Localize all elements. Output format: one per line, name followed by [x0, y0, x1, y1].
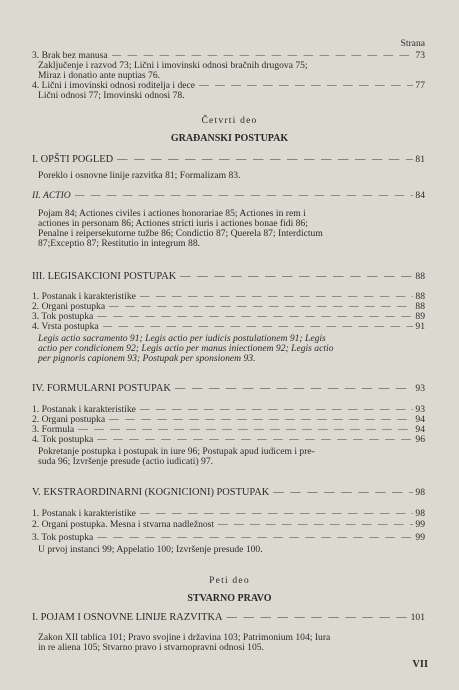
page-number: 94 [415, 414, 425, 425]
page-number: 84 [415, 190, 425, 201]
toc-entry: 2. Organi postupka — — — [32, 302, 417, 312]
toc-subline: actiones in personam 86; Actiones stricti iuris i actiones bonae fidi 86; [38, 218, 308, 229]
strana-label: Strana [400, 38, 425, 49]
toc-section: I. POJAM I OSNOVNE LINIJE RAZVITKA — — — [32, 613, 417, 623]
page-number: 96 [415, 434, 425, 445]
toc-entry: 2. Organi postupka — — — [32, 415, 417, 425]
toc-entry: 1. Postanak i karakteristike — — — [32, 292, 417, 302]
page-number: 73 [415, 50, 425, 61]
page-folio: VII [412, 659, 428, 670]
page-number: 94 [415, 424, 425, 435]
page-number: 81 [415, 154, 425, 165]
part-heading: GRAĐANSKI POSTUPAK [170, 133, 289, 144]
toc-subline: in re aliena 105; Stvarno pravo i stvarnopravni odnosi 105. [38, 642, 264, 653]
page-number: 89 [415, 311, 425, 322]
toc-subline: Pokretanje postupka i postupak in iure 96; Postupak apud iudicem i pre- [38, 446, 315, 457]
toc-subline: 87;Exceptio 87; Restitutio in integrum 88. [38, 238, 201, 249]
toc-entry: 4. Tok postupka — — — [32, 435, 417, 445]
page-number: 98 [415, 487, 425, 498]
toc-entry: 3. Brak bez manusa — — — [32, 51, 417, 61]
page-number: 98 [415, 508, 425, 519]
toc-subline: Penalne i reipersekutorne tužbe 86; Condictio 87; Querela 87; Interdictum [38, 228, 323, 239]
toc-entry: 3. Formula — — — [32, 425, 417, 435]
toc-subline: Miraz i donatio ante nuptias 76. [38, 70, 161, 81]
toc-section: III. LEGISAKCIONI POSTUPAK — — — [32, 272, 417, 282]
page-number: 101 [410, 612, 425, 623]
toc-subline: suda 96; Izvršenje presude (actio iudicati) 97. [38, 456, 214, 467]
toc-subline: Poreklo i osnovne linije razvitka 81; Formalizam 83. [38, 170, 241, 181]
part-title: Peti deo [209, 575, 250, 586]
page-number: 77 [415, 80, 425, 91]
page-number: 93 [415, 383, 425, 394]
toc-entry: 2. Organi postupka. Mesna i stvarna nadležnost — — — [32, 520, 417, 530]
toc-entry: 1. Postanak i karakteristike — — — [32, 405, 417, 415]
toc-section: I. OPŠTI POGLED — — — [32, 155, 417, 165]
toc-section: IV. FORMULARNI POSTUPAK — — — [32, 384, 417, 394]
toc-entry: 4. Lični i imovinski odnosi roditelja i dece — — — [32, 81, 417, 91]
toc-entry: 4. Vrsta postupka — — — [32, 322, 417, 332]
page-number: 99 [415, 519, 425, 530]
toc-subline: U prvoj instanci 99; Appelatio 100; Izvršenje presude 100. [38, 544, 263, 555]
toc-subline: Legis actio sacramento 91; Legis actio per iudicis postulationem 91; Legis [38, 333, 326, 344]
toc-subline: actio per condicionem 92; Legis actio per manus iniectionem 92; Legis actio [38, 343, 334, 354]
page-number: 91 [415, 321, 425, 332]
toc-subline: Zaključenje i razvod 73; Lični i imovinski odnosi bračnih drugova 75; [38, 60, 308, 71]
page-number: 88 [415, 291, 425, 302]
toc-section: II. ACTIO — — — [32, 191, 417, 201]
toc-entry: 3. Tok postupka — — — [32, 533, 417, 543]
page-number: 93 [415, 404, 425, 415]
toc-subline: Lični odnosi 77; Imovinski odnosi 78. [38, 90, 185, 101]
page-number: 88 [415, 271, 425, 282]
toc-subline: per pignoris capionem 93; Postupak per sponsionem 93. [38, 353, 256, 364]
toc-section: V. EKSTRAORDINARNI (KOGNICIONI) POSTUPAK — — — [32, 488, 417, 498]
page-number: 99 [415, 532, 425, 543]
part-title: Četvrti deo [201, 115, 258, 126]
toc-entry: 3. Tok postupka — — — [32, 312, 417, 322]
page-number: 88 [415, 301, 425, 312]
toc-entry: 1. Postanak i karakteristike — — — [32, 509, 417, 519]
toc-subline: Pojam 84; Actiones civiles i actiones honorariae 85; Actiones in rem i [38, 208, 306, 219]
part-heading: STVARNO PRAVO [187, 593, 272, 604]
toc-subline: Zakon XII tablica 101; Pravo svojine i državina 103; Patrimonium 104; Iura [38, 632, 331, 643]
